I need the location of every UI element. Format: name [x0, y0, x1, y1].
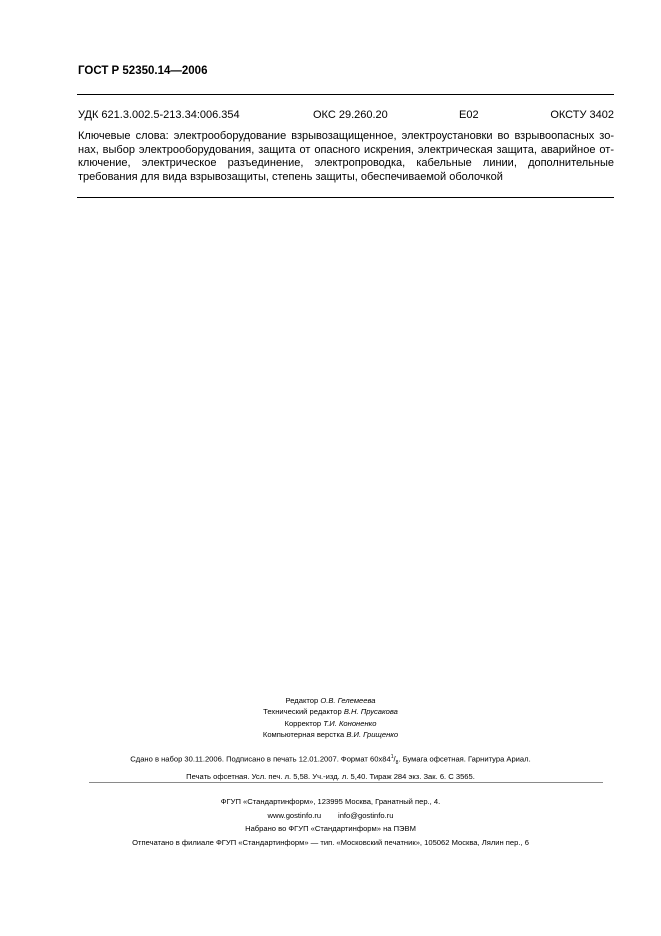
credits-block: [0, 695, 661, 740]
credit-proofreader: Корректор Т.И. Кононенко: [284, 718, 377, 728]
footer-divider: [89, 782, 603, 783]
header-divider: [77, 94, 614, 95]
udk-code: УДК 621.3.002.5-213.34:006.354: [78, 109, 240, 121]
oks-code: ОКС 29.260.20: [313, 109, 388, 121]
keywords-line: ключение, электрическое разъединение, электропроводка, кабельные линии, дополнительные: [78, 157, 614, 170]
keywords-line: Ключевые слова: электрооборудование взрывозащищенное, электроустановки во взрывоопасных зо-: [78, 130, 614, 142]
publisher-typeset: Набрано во ФГУП «Стандартинформ» на ПЭВМ: [245, 824, 416, 833]
publisher-contacts: www.gostinfo.ru info@gostinfo.ru: [267, 810, 394, 820]
keywords-line: требования для вида взрывозащиты, степень защиты, обеспечиваемой оболочкой: [78, 171, 503, 184]
print-info: [0, 751, 661, 783]
keywords-line: нах, выбор электрооборудования, защита от опасного искрения, электрическая защита, аварийное от-: [78, 143, 614, 156]
publisher-printed: Отпечатано в филиале ФГУП «Стандартинформ» — тип. «Московский печатник», 105062 Москва, Лялин пер., 6: [132, 837, 529, 847]
publisher-block: [0, 795, 661, 849]
keywords-paragraph: [78, 130, 614, 185]
group-code: Е02: [459, 109, 479, 121]
classification-row: [78, 109, 614, 123]
okstu-code: ОКСТУ 3402: [550, 109, 614, 121]
credit-layout: Компьютерная верстка В.И. Грищенко: [262, 729, 399, 739]
print-info-line-2: Печать офсетная. Усл. печ. л. 5,58. Уч.-изд. л. 5,40. Тираж 284 экз. Зак. 6. С 3565.: [186, 772, 475, 782]
keywords-divider: [77, 197, 614, 198]
print-info-line-1: Сдано в набор 30.11.2006. Подписано в печать 12.01.2007. Формат $60x84^1/_8$. Бумага офсетная. Гарнитура Ариал.: [130, 754, 531, 767]
publisher-address: ФГУП «Стандартинформ», 123995 Москва, Гранатный пер., 4.: [220, 797, 441, 806]
credit-technical-editor: Технический редактор В.Н. Прусакова: [263, 707, 398, 717]
standard-id: ГОСТ Р 52350.14—2006: [78, 65, 208, 77]
credit-editor: Редактор О.В. Гелемеева: [285, 696, 376, 705]
